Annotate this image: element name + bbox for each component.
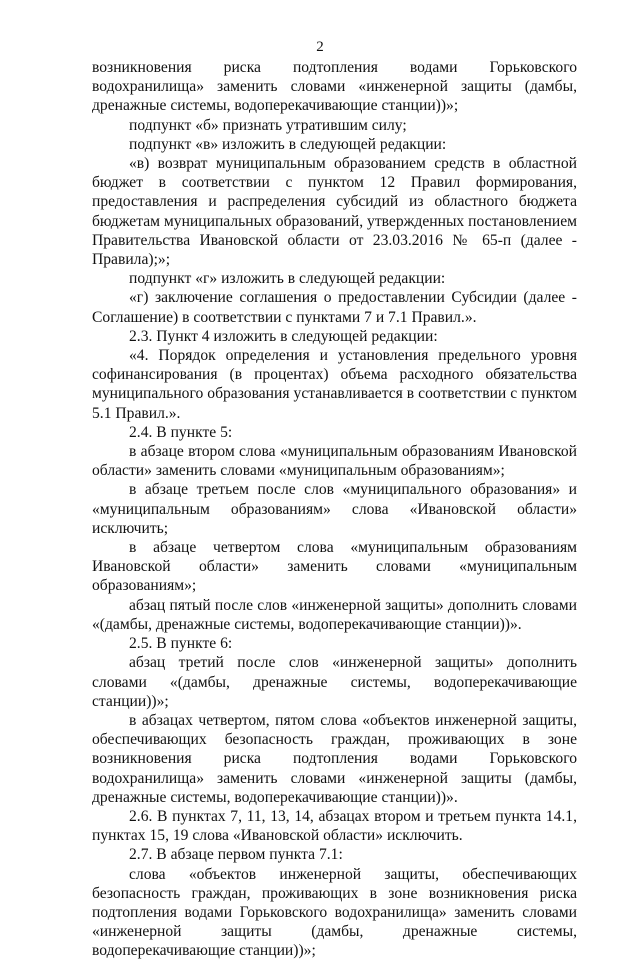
paragraph: в абзаце втором слова «муниципальным образованиям Ивановской области» заменить словами «муниципальным образованиям»; xyxy=(92,443,577,480)
paragraph: слова «объектов инженерной защиты, обеспечивающих безопасность граждан, проживающих в зоне возникновения риска подтопления водами Горьковского водохранилища» заменить словами «инженерной защиты (дамбы, дренажные системы, водоперекачивающие станции))»; xyxy=(92,865,577,960)
paragraph: в абзаце третьем после слов «муниципального образования» и «муниципальным образованиям» слова «Ивановской области» исключить; xyxy=(92,481,577,537)
paragraph: подпункт «в» изложить в следующей редакции: xyxy=(129,135,447,153)
paragraph: 2.3. Пункт 4 изложить в следующей редакции: xyxy=(129,327,438,345)
page-number: 2 xyxy=(316,39,324,55)
paragraph: подпункт «г» изложить в следующей редакции: xyxy=(129,270,446,288)
paragraph: 2.7. В абзаце первом пункта 7.1: xyxy=(129,846,343,864)
paragraph: «г) заключение соглашения о предоставлении Субсидии (далее - Соглашение) в соответствии с пунктами 7 и 7.1 Правил.». xyxy=(92,289,577,326)
paragraph: 2.4. В пункте 5: xyxy=(129,423,233,441)
paragraph: абзац пятый после слов «инженерной защиты» дополнить словами «(дамбы, дренажные системы, водоперекачивающие станции))». xyxy=(92,596,577,633)
paragraph: «в) возврат муниципальным образованием средств в областной бюджет в соответствии с пунктом 12 Правил формирования, предоставления и распределения субсидий из областного бюджета бюджетам муниципальных образований, утвержденных постановлением Правительства Ивановской области от 23.03.2016 № 65-п (далее - Правила);»; xyxy=(92,155,577,269)
paragraph: подпункт «б» признать утратившим силу; xyxy=(129,116,407,134)
paragraph: абзац третий после слов «инженерной защиты» дополнить словами «(дамбы, дренажные системы, водоперекачивающие станции))»; xyxy=(92,654,577,710)
paragraph: 2.5. В пункте 6: xyxy=(129,635,233,653)
paragraph: в абзацах четвертом, пятом слова «объектов инженерной защиты, обеспечивающих безопасность граждан, проживающих в зоне возникновения риска подтопления водами Горьковского водохранилища» заменить словами «инженерной защиты (дамбы, дренажные системы, водоперекачивающие станции))». xyxy=(92,711,577,806)
document-body xyxy=(92,58,577,961)
paragraph: 2.6. В пунктах 7, 11, 13, 14, абзацах втором и третьем пункта 14.1, пунктах 15, 19 слова «Ивановской области» исключить. xyxy=(92,807,577,845)
paragraph: «4. Порядок определения и установления предельного уровня софинансирования (в процентах) объема расходного обязательства муниципального образования устанавливается в соответствии с пунктом 5.1 Правил.». xyxy=(92,347,577,422)
paragraph: возникновения риска подтопления водами Горьковского водохранилища» заменить словами «инженерной защиты (дамбы, дренажные системы, водоперекачивающие станции))»; xyxy=(92,59,577,115)
paragraph: в абзаце четвертом слова «муниципальным образованиям Ивановской области» заменить словами «муниципальным образованиям»; xyxy=(92,539,577,595)
